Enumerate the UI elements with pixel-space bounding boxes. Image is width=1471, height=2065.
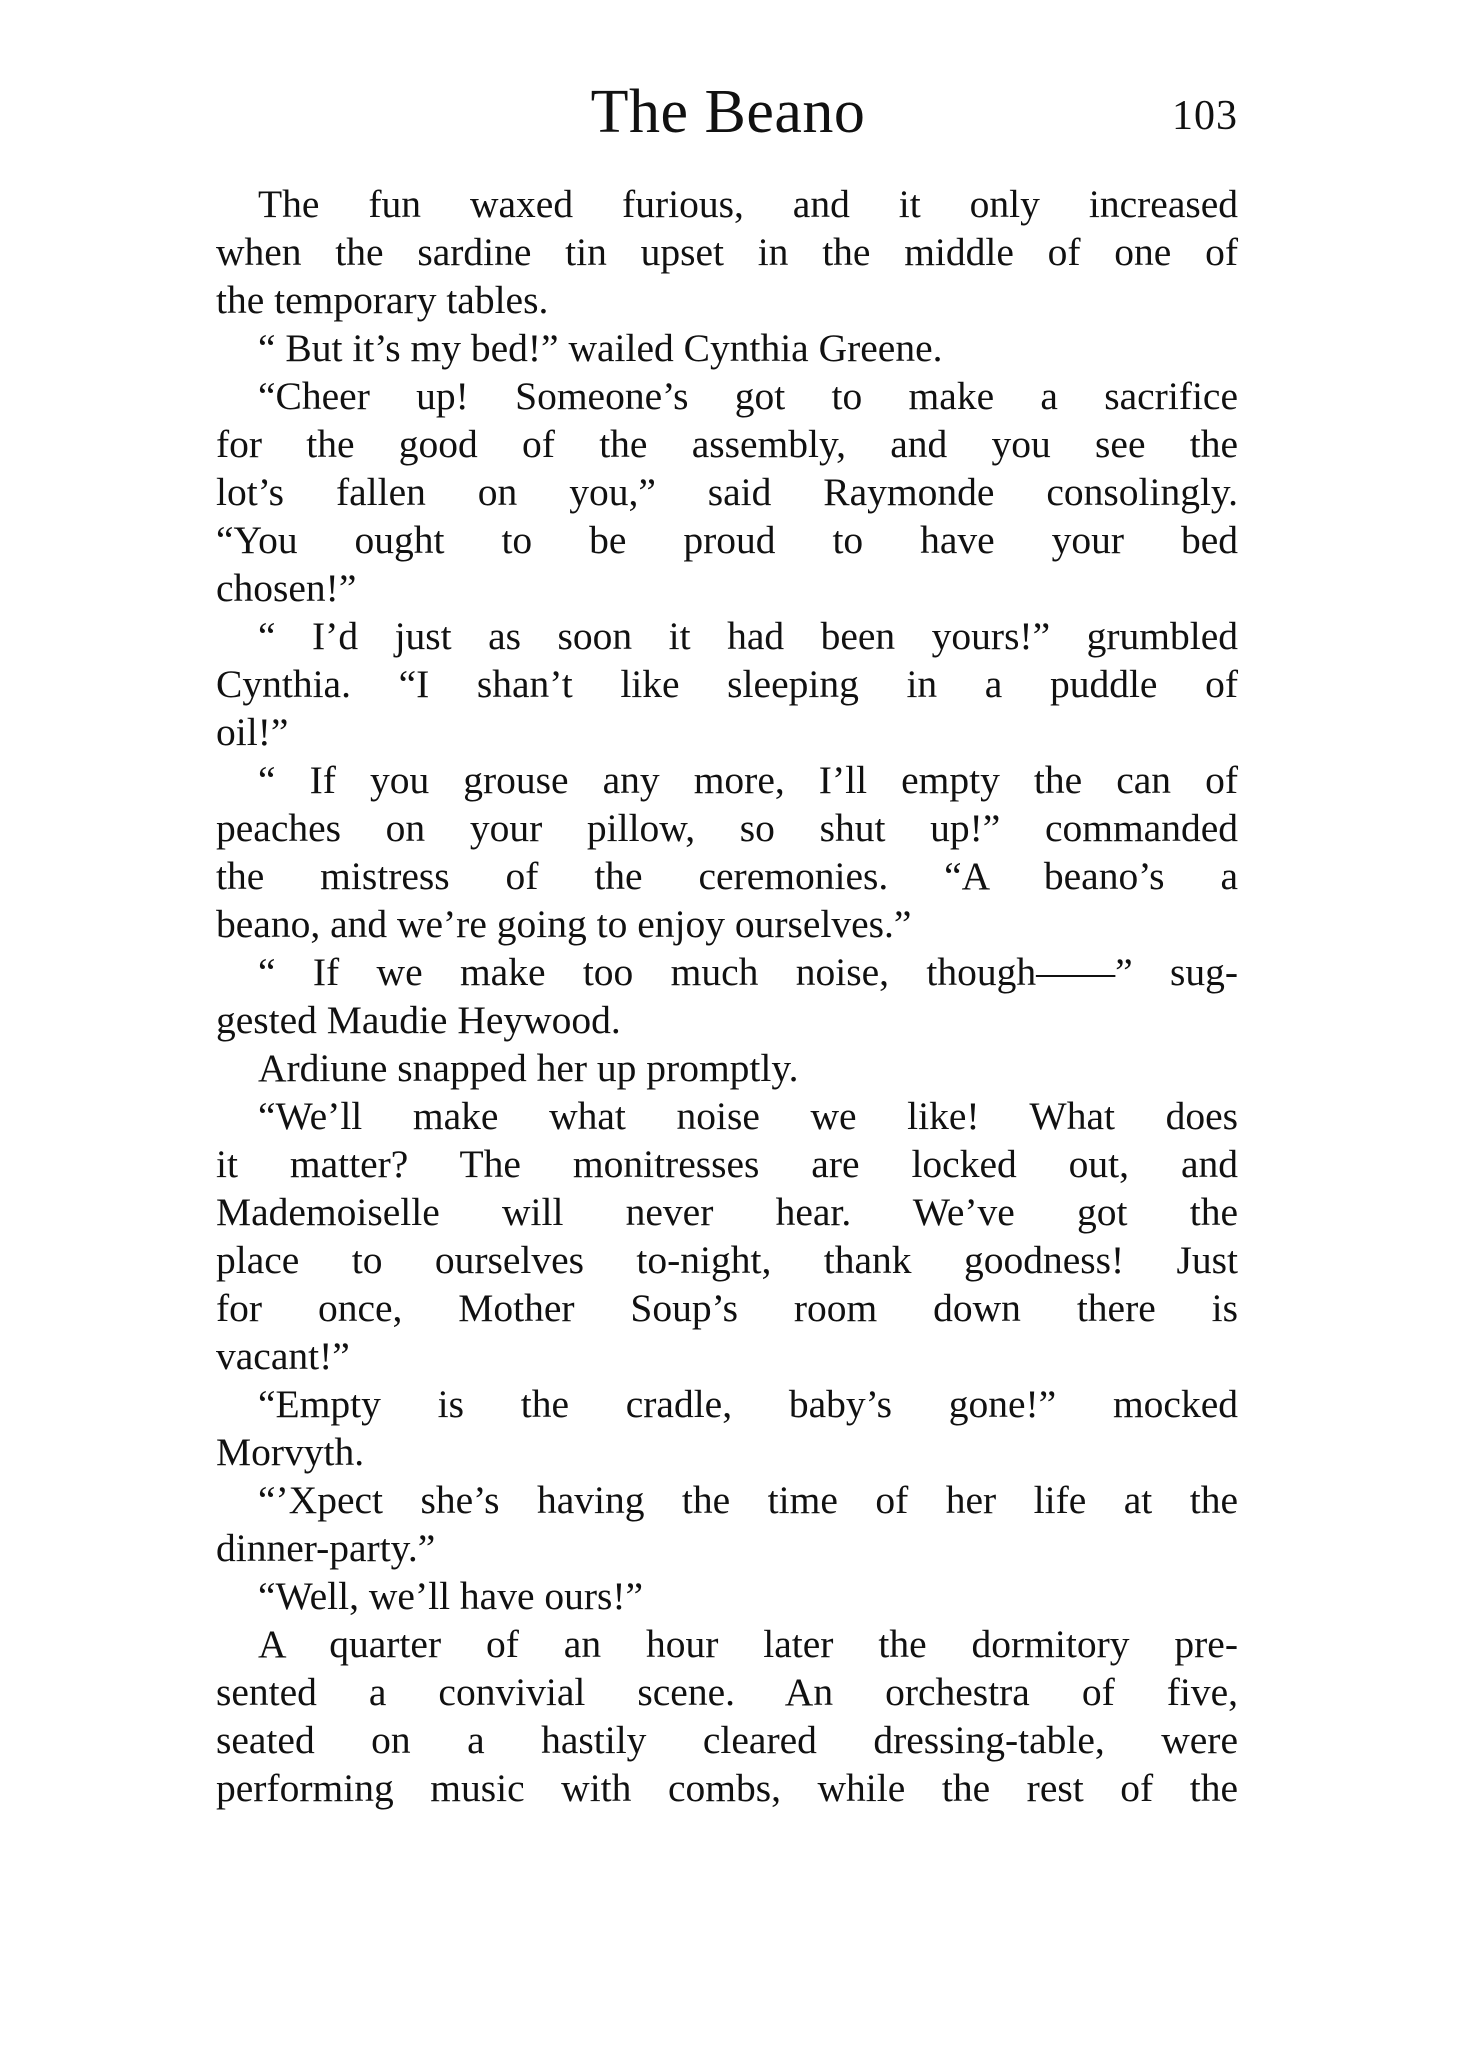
- text-line: place to ourselves to-night, thank goodness! Just: [216, 1238, 1238, 1282]
- text-line: the temporary tables.: [216, 278, 549, 322]
- text-line: “ But it’s my bed!” wailed Cynthia Greene.: [258, 326, 943, 370]
- text-line: performing music with combs, while the rest of the: [216, 1766, 1238, 1810]
- text-line: A quarter of an hour later the dormitory pre-: [258, 1622, 1238, 1666]
- text-line: Mademoiselle will never hear. We’ve got the: [216, 1190, 1238, 1234]
- text-line: vacant!”: [216, 1334, 350, 1378]
- text-line: The fun waxed furious, and it only increased: [258, 182, 1238, 226]
- text-line: “ If you grouse any more, I’ll empty the can of: [258, 758, 1238, 802]
- text-line: “ If we make too much noise, though——” sug-: [258, 950, 1238, 994]
- text-line: sented a convivial scene. An orchestra of five,: [216, 1670, 1238, 1714]
- text-line: oil!”: [216, 710, 289, 754]
- text-line: peaches on your pillow, so shut up!” commanded: [216, 806, 1238, 850]
- text-line: “Empty is the cradle, baby’s gone!” mocked: [258, 1382, 1238, 1426]
- text-line: lot’s fallen on you,” said Raymonde consolingly.: [216, 470, 1238, 514]
- text-line: Cynthia. “I shan’t like sleeping in a puddle of: [216, 662, 1238, 706]
- text-line: the mistress of the ceremonies. “A beano’s a: [216, 854, 1238, 898]
- text-line: “You ought to be proud to have your bed: [216, 518, 1238, 562]
- text-line: “We’ll make what noise we like! What does: [258, 1094, 1238, 1138]
- text-line: Morvyth.: [216, 1430, 365, 1474]
- text-line: gested Maudie Heywood.: [216, 998, 621, 1042]
- text-line: “ I’d just as soon it had been yours!” grumbled: [258, 614, 1238, 658]
- page-number: 103: [1172, 93, 1238, 139]
- text-line: “Cheer up! Someone’s got to make a sacrifice: [258, 374, 1238, 418]
- text-line: chosen!”: [216, 566, 357, 610]
- text-line: for the good of the assembly, and you see the: [216, 422, 1238, 466]
- running-head: [218, 72, 1238, 152]
- body-text: [216, 180, 1238, 1812]
- text-line: for once, Mother Soup’s room down there is: [216, 1286, 1238, 1330]
- text-line: dinner-party.”: [216, 1526, 436, 1570]
- text-line: “Well, we’ll have ours!”: [258, 1574, 644, 1618]
- text-line: when the sardine tin upset in the middle of one of: [216, 230, 1238, 274]
- text-line: Ardiune snapped her up promptly.: [258, 1046, 799, 1090]
- text-line: it matter? The monitresses are locked out, and: [216, 1142, 1238, 1186]
- running-title: The Beano: [590, 78, 866, 146]
- text-line: seated on a hastily cleared dressing-table, were: [216, 1718, 1238, 1762]
- text-line: beano, and we’re going to enjoy ourselves.”: [216, 902, 912, 946]
- text-line: “’Xpect she’s having the time of her life at the: [258, 1478, 1238, 1522]
